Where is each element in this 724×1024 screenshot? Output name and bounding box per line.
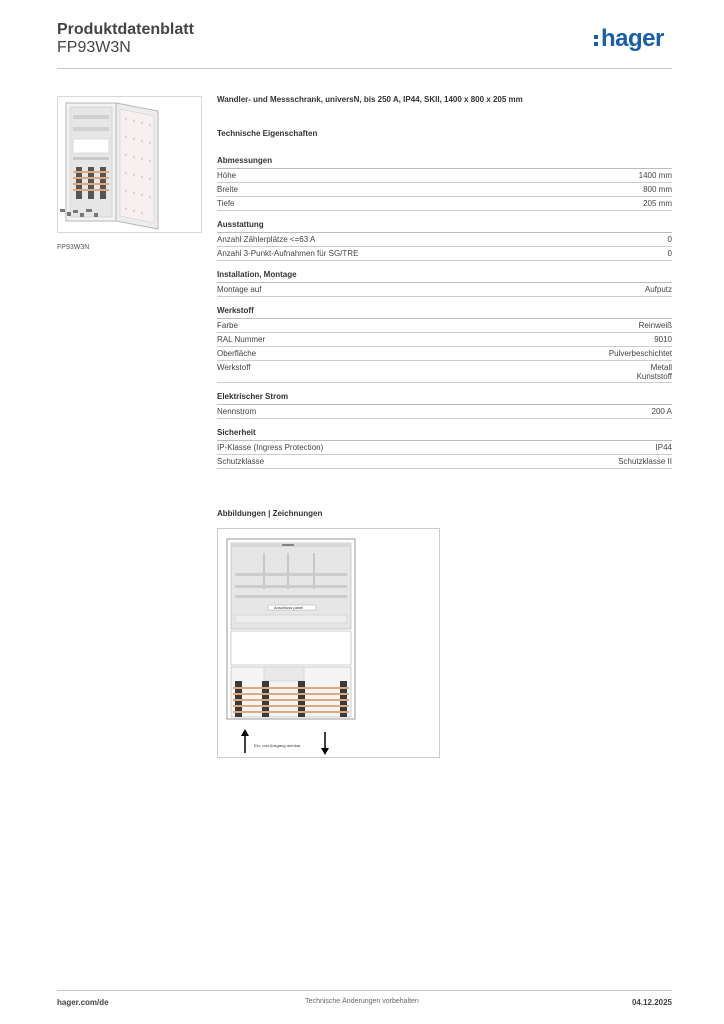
property-value: 9010 <box>654 335 672 344</box>
property-row <box>217 441 672 455</box>
property-value: Aufputz <box>644 285 672 294</box>
property-value: 1400 mm <box>638 171 672 180</box>
group-ausstattung <box>217 220 672 261</box>
hager-logo[interactable] <box>594 27 664 51</box>
group-elektrischer-strom <box>217 392 672 419</box>
product-code: FP93W3N <box>57 39 131 56</box>
property-label: Schutzklasse <box>217 457 265 466</box>
property-label: Anzahl Zählerplätze <=63 A <box>217 235 316 244</box>
property-label: Breite <box>217 185 238 194</box>
property-value: 0 <box>667 249 672 258</box>
group-werkstoff <box>217 306 672 383</box>
group-abmessungen <box>217 156 672 211</box>
group-title: Ausstattung <box>217 220 672 233</box>
page-title: Produktdatenblatt <box>57 21 194 38</box>
arrow-label: Ein- und Ausgang drehbar <box>254 743 301 748</box>
property-value: Pulverbeschichtet <box>608 349 672 358</box>
footer-website-link[interactable]: hager.com/de <box>57 998 109 1007</box>
property-row <box>217 405 672 419</box>
property-row <box>217 361 672 383</box>
property-value: Reinweiß <box>638 321 672 330</box>
property-value: IP44 <box>655 443 672 452</box>
property-value: 0 <box>667 235 672 244</box>
group-installation <box>217 270 672 297</box>
property-row <box>217 455 672 469</box>
property-row <box>217 183 672 197</box>
footer-date: 04.12.2025 <box>631 998 672 1007</box>
product-image <box>57 96 202 233</box>
group-title: Werkstoff <box>217 306 672 319</box>
technical-drawing <box>217 528 440 758</box>
property-row <box>217 197 672 211</box>
property-row <box>217 233 672 247</box>
arrow-down-icon <box>321 732 329 755</box>
property-label: IP-Klasse (Ingress Protection) <box>217 443 324 452</box>
cabinet-photo <box>58 97 201 232</box>
property-label: Werkstoff <box>217 363 251 372</box>
product-image-caption: FP93W3N <box>57 244 90 251</box>
property-value-line: Metall <box>650 363 672 372</box>
group-sicherheit <box>217 428 672 469</box>
property-label: Tiefe <box>217 199 235 208</box>
logo-text: hager <box>601 25 664 52</box>
property-value: Schutzklasse II <box>618 457 672 466</box>
group-title: Elektrischer Strom <box>217 392 672 405</box>
panel-label: Anschluss panel <box>274 605 304 610</box>
property-row <box>217 347 672 361</box>
property-row <box>217 247 672 261</box>
group-title: Abmessungen <box>217 156 672 169</box>
properties-section <box>217 95 672 478</box>
property-label: Montage auf <box>217 285 262 294</box>
property-value: 200 A <box>651 407 672 416</box>
properties-heading: Technische Eigenschaften <box>217 129 318 138</box>
cabinet-drawing <box>218 529 439 757</box>
footer-divider <box>57 990 672 991</box>
drawings-title: Abbildungen | Zeichnungen <box>217 509 323 518</box>
property-label: RAL Nummer <box>217 335 266 344</box>
property-label: Höhe <box>217 171 237 180</box>
footer-notice: Technische Änderungen vorbehalten <box>305 998 419 1005</box>
product-description: Wandler- und Messschrank, universN, bis 250 A, IP44, SKII, 1400 x 800 x 205 mm <box>217 95 523 104</box>
header-divider <box>57 68 672 69</box>
property-row <box>217 319 672 333</box>
property-value-line: Kunststoff <box>636 372 672 381</box>
property-row <box>217 169 672 183</box>
property-value: 205 mm <box>643 199 672 208</box>
property-row <box>217 333 672 347</box>
property-label: Anzahl 3-Punkt-Aufnahmen für SG/TRE <box>217 249 359 258</box>
group-title: Sicherheit <box>217 428 672 441</box>
property-label: Farbe <box>217 321 238 330</box>
arrow-up-icon <box>241 729 249 753</box>
property-value <box>637 363 672 381</box>
group-title: Installation, Montage <box>217 270 672 283</box>
property-label: Oberfläche <box>217 349 257 358</box>
property-row <box>217 283 672 297</box>
property-value: 800 mm <box>643 185 672 194</box>
property-label: Nennstrom <box>217 407 257 416</box>
logo-dots-icon <box>594 32 599 47</box>
